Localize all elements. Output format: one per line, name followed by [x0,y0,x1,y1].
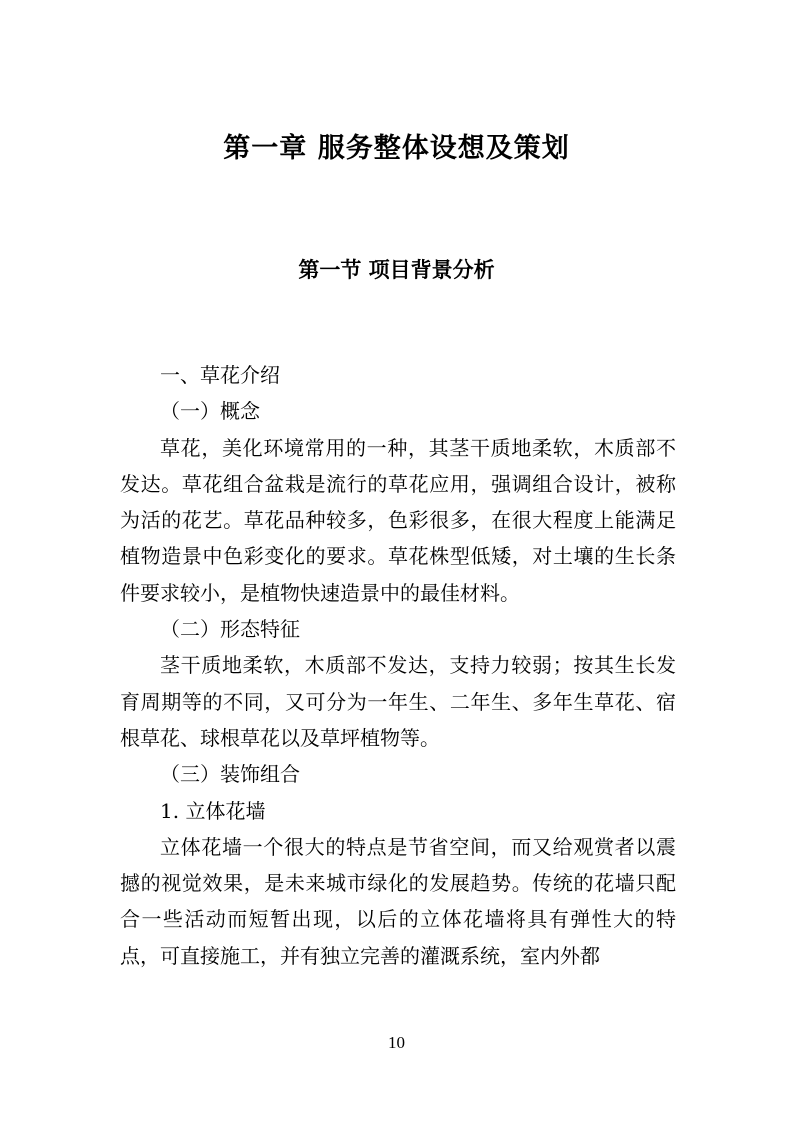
chapter-title: 第一章 服务整体设想及策划 [223,133,570,164]
paragraph-morphology: 茎干质地柔软，木质部不发达，支持力较弱；按其生长发育周期等的不同，又可分为一年生、二年生、多年生草花、宿根草花、球根草花以及草坪植物等。 [120,653,676,750]
section-title: 第一节 项目背景分析 [298,257,495,282]
document-body [120,357,676,974]
heading-flower-intro: 一、草花介绍 [160,363,280,387]
paragraph-concept: 草花，美化环境常用的一种，其茎干质地柔软，木质部不发达。草花组合盆栽是流行的草花应用，强调组合设计，被称为活的花艺。草花品种较多，色彩很多，在很大程度上能满足植物造景中色彩变化的要求。草花株型低矮，对土壤的生长条件要求较小，是植物快速造景中的最佳材料。 [120,435,676,605]
subheading-morphology: （二）形态特征 [160,617,300,642]
page-number: 10 [388,1033,405,1052]
paragraph-vertical-wall: 立体花墙一个很大的特点是节省空间，而又给观赏者以震撼的视觉效果，是未来城市绿化的发展趋势。传统的花墙只配合一些活动而短暂出现，以后的立体花墙将具有弹性大的特点，可直接施工，并有独立完善的灌溉系统，室内外都 [120,834,676,968]
subheading-concept: （一）概念 [160,399,260,424]
list-item-vertical-wall: 1. 立体花墙 [160,798,266,823]
subheading-decoration: （三）装饰组合 [160,762,300,787]
